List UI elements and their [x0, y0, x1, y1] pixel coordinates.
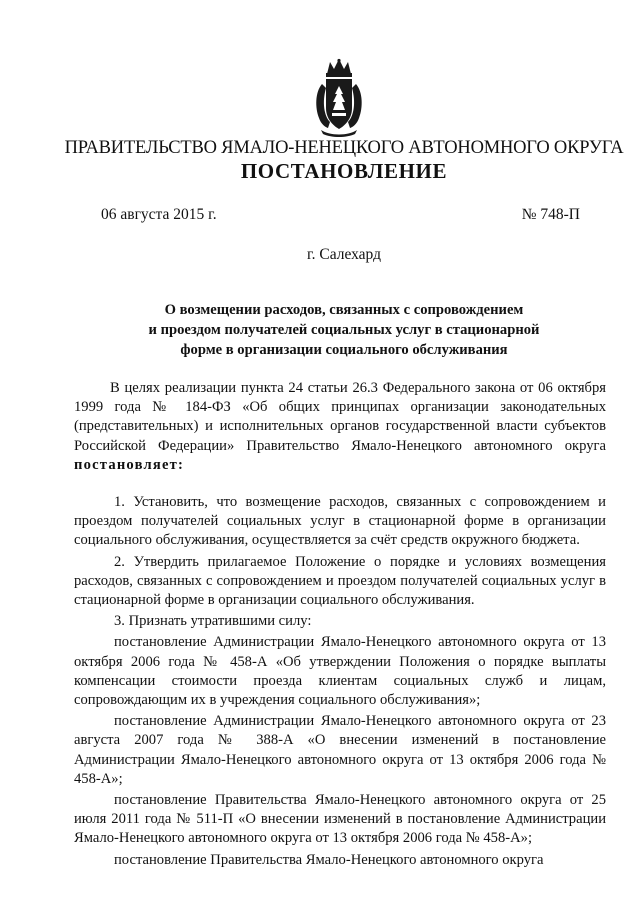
title-line: форме в организации социального обслуживания [180, 342, 508, 358]
coat-of-arms-icon [312, 58, 366, 138]
document-number: № 748-П [521, 206, 580, 223]
government-name: ПРАВИТЕЛЬСТВО ЯМАЛО-НЕНЕЦКОГО АВТОНОМНОГО ОКРУГА [64, 138, 624, 158]
document-date: 06 августа 2015 г. [101, 206, 217, 223]
body-paragraph: 3. Признать утратившими силу: [114, 613, 312, 630]
document-type: ПОСТАНОВЛЕНИЕ [240, 159, 448, 183]
title-line: и проездом получателей социальных услуг в стационарной [148, 322, 540, 338]
document-city: г. Салехард [307, 246, 381, 263]
preamble-paragraph [74, 379, 606, 475]
decree-keyword: постановляет: [74, 456, 185, 473]
body-paragraph: постановление Администрации Ямало-Ненецкого автономного округа от 23 августа 2007 года № 388-А «О внесении изменений в постановление Администрации Ямало-Ненецкого автономного округа от 13 октября 2006 года № 458-А»; [74, 713, 606, 787]
title-line: О возмещении расходов, связанных с сопровождением [164, 302, 524, 318]
body-paragraph: постановление Администрации Ямало-Ненецкого автономного округа от 13 октября 2006 года № 458-А «Об утверждении Положения о порядке выплаты компенсации стоимости проезда клиентам социальных служб и лицам, сопровождающим их в учреждения социального обслуживания»; [74, 634, 606, 709]
body-paragraph: постановление Правительства Ямало-Ненецкого автономного округа от 25 июля 2011 года № 511-П «О внесении изменений в постановление Администрации Ямало-Ненецкого автономного округа от 13 октября 2006 года № 458-А»; [74, 792, 606, 847]
body-paragraph: 1. Установить, что возмещение расходов, связанных с сопровождением и проездом получателей социальных услуг в стационарной форме в организации социального обслуживания, осуществляется за счёт средств окружного бюджета. [74, 494, 606, 549]
body-paragraph: 2. Утвердить прилагаемое Положение о порядке и условиях возмещения расходов, связанных с сопровождением и проездом получателей социальных услуг в стационарной форме в организации социального обслуживания. [74, 553, 606, 609]
document-title [120, 300, 568, 360]
preamble-text: В целях реализации пункта 24 статьи 26.3 Федерального закона от 06 октября 1999 года № 184-ФЗ «Об общих принципах организации законодательных (представительных) и исполнительных органов государственной власти субъектов Российской Федерации» Правительство Ямало-Ненецкого автономного округа [74, 380, 606, 454]
document-body [74, 379, 606, 870]
body-paragraph: постановление Правительства Ямало-Ненецкого автономного округа [114, 851, 544, 868]
